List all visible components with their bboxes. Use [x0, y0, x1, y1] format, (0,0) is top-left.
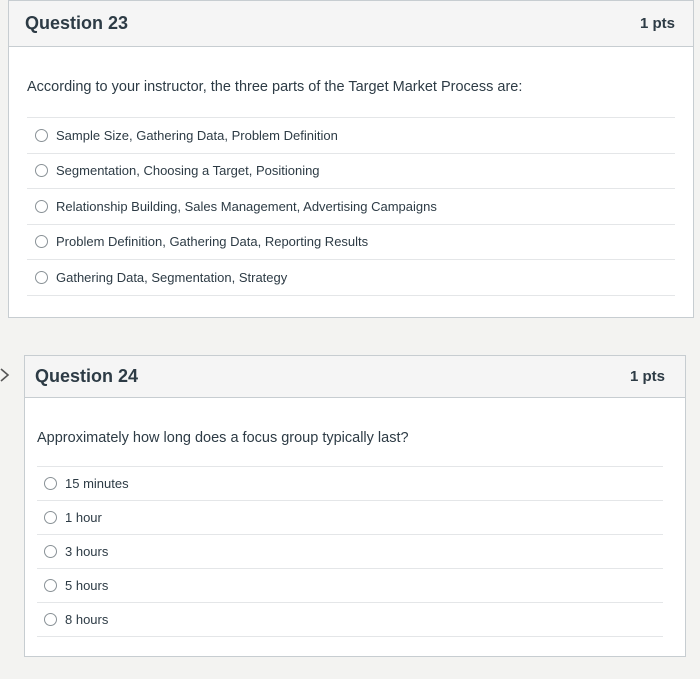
answer-label: 1 hour: [65, 510, 102, 525]
answer-option[interactable]: [27, 154, 675, 190]
radio-unchecked-icon[interactable]: [44, 579, 57, 592]
answer-label: Gathering Data, Segmentation, Strategy: [56, 269, 288, 285]
question-23-card: [8, 0, 694, 318]
answer-option[interactable]: [37, 569, 663, 603]
answer-option[interactable]: [27, 189, 675, 225]
question-points: 1 pts: [639, 15, 675, 32]
question-text: Approximately how long does a focus group typically last?: [37, 430, 409, 446]
answer-list: [37, 466, 663, 637]
radio-unchecked-icon[interactable]: [35, 200, 48, 213]
answer-label: Problem Definition, Gathering Data, Reporting Results: [56, 234, 369, 250]
question-24-card: [24, 355, 686, 657]
question-header: [25, 356, 685, 398]
question-points: 1 pts: [629, 368, 665, 385]
answer-option[interactable]: [27, 118, 675, 154]
answer-option[interactable]: [27, 260, 675, 296]
answer-label: 3 hours: [65, 544, 109, 559]
answer-option[interactable]: [27, 225, 675, 261]
answer-label: 15 minutes: [65, 476, 129, 491]
answer-label: 5 hours: [65, 578, 109, 593]
answer-option[interactable]: [37, 467, 663, 501]
answer-list: [27, 117, 675, 296]
radio-unchecked-icon[interactable]: [44, 477, 57, 490]
question-title: Question 23: [25, 13, 129, 33]
question-title: Question 24: [35, 366, 139, 386]
radio-unchecked-icon[interactable]: [35, 164, 48, 177]
answer-option[interactable]: [37, 535, 663, 569]
answer-label: Sample Size, Gathering Data, Problem Definition: [56, 127, 338, 143]
answer-option[interactable]: [37, 603, 663, 637]
question-text: According to your instructor, the three parts of the Target Market Process are:: [27, 79, 523, 95]
radio-unchecked-icon[interactable]: [35, 235, 48, 248]
answer-label: 8 hours: [65, 612, 109, 627]
question-body: [9, 47, 693, 296]
radio-unchecked-icon[interactable]: [35, 129, 48, 142]
radio-unchecked-icon[interactable]: [35, 271, 48, 284]
radio-unchecked-icon[interactable]: [44, 613, 57, 626]
radio-unchecked-icon[interactable]: [44, 511, 57, 524]
radio-unchecked-icon[interactable]: [44, 545, 57, 558]
question-body: [25, 398, 685, 637]
answer-label: Relationship Building, Sales Management, Advertising Campaigns: [56, 198, 437, 214]
answer-label: Segmentation, Choosing a Target, Positioning: [56, 163, 320, 179]
chevron-right-icon: [0, 368, 10, 382]
answer-option[interactable]: [37, 501, 663, 535]
question-header: [9, 1, 693, 47]
